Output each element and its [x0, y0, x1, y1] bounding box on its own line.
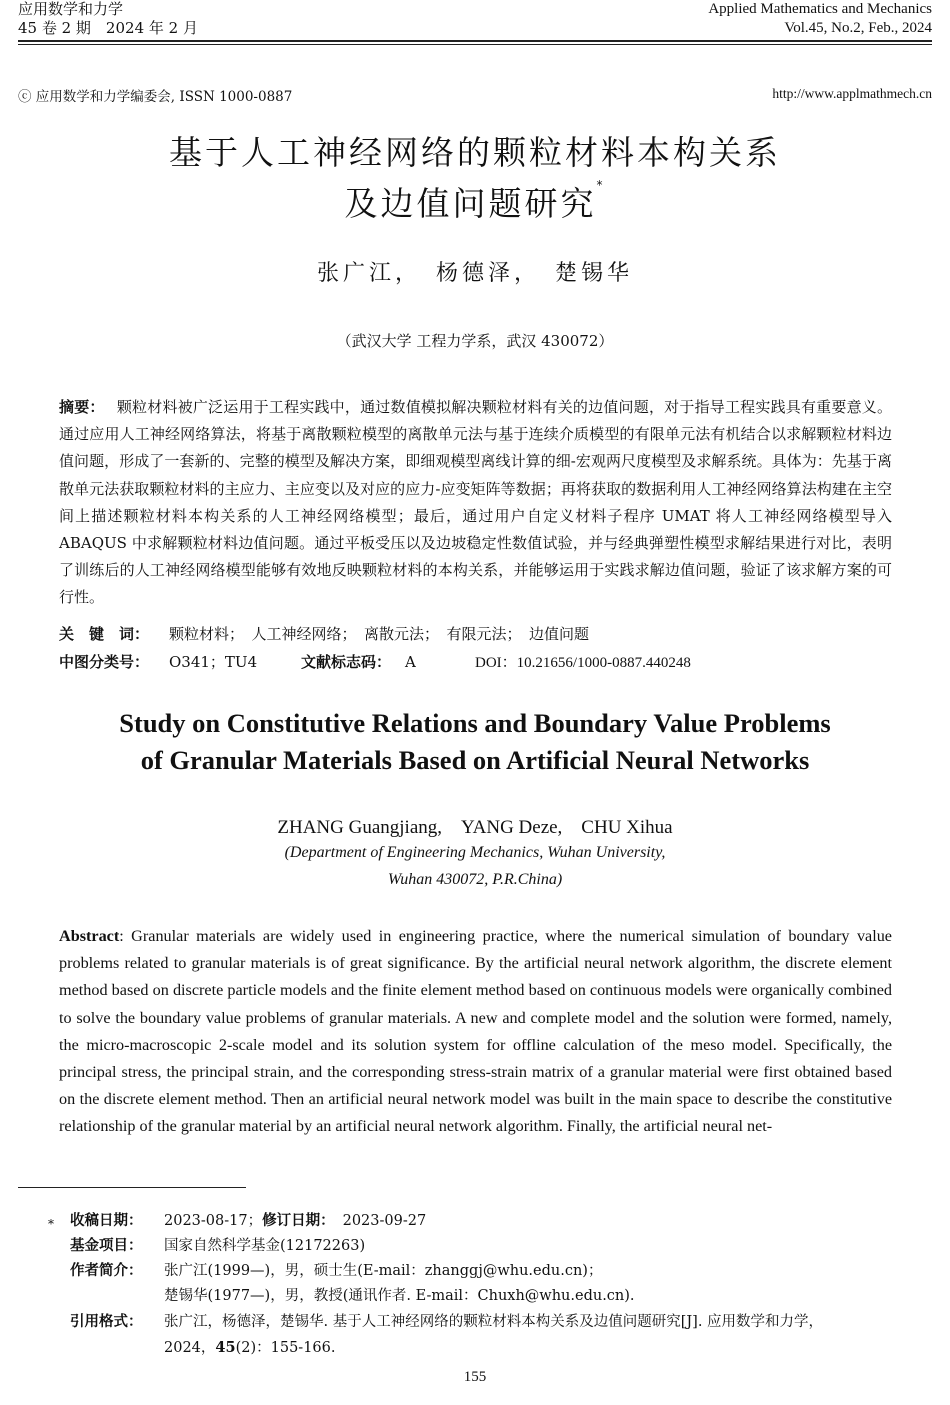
abstract-en — [59, 923, 892, 1141]
revised-date: 2023-09-27 — [342, 1213, 427, 1229]
abstract-en-label: Abstract — [59, 927, 120, 945]
fund-text: 国家自然科学基金(12172263) — [164, 1238, 366, 1254]
doc-code-label: 文献标志码： — [301, 653, 392, 671]
volume-info-cn: 45 卷 2 期 2024 年 2 月 — [18, 19, 198, 37]
clc-value: O341；TU4 — [169, 653, 258, 671]
cite-label: 引用格式： — [70, 1314, 143, 1330]
title-footnote-mark: * — [596, 178, 606, 192]
classification-row — [59, 651, 691, 672]
footnote-star: * — [48, 1217, 54, 1231]
author-bio-2: 楚锡华(1977—)，男，教授(通讯作者. E-mail：Chuxh@whu.edu.cn). — [164, 1288, 635, 1304]
footnote-fund — [70, 1235, 940, 1258]
clc-label: 中图分类号： — [59, 653, 150, 671]
title-cn-line2: 及边值问题研究* — [344, 178, 606, 223]
abstract-cn-label: 摘要： — [59, 398, 105, 416]
cite-line2-pre: 2024， — [164, 1340, 216, 1356]
cite-volume: 45 — [215, 1339, 236, 1356]
received-label: 收稿日期： — [70, 1213, 143, 1229]
footnote-rule — [18, 1187, 246, 1188]
title-cn-line1: 基于人工神经网络的颗粒材料本构关系 — [169, 133, 781, 172]
author-bio-label: 作者简介： — [70, 1263, 143, 1279]
abstract-cn-text: 颗粒材料被广泛运用于工程实践中，通过数值模拟解决颗粒材料有关的边值问题，对于指导工程实践具有重要意义。通过应用人工神经网络算法，将基于离散颗粒模型的离散单元法与基于连续介质模型的有限单元法有机结合以求解颗粒材料边值问题，形成了一套新的、完整的模型及解决方案，即细观模型离线计算的细-宏观两尺度模型及求解系统。具体为：先基于离散单元法获取颗粒材料的主应力、主应变以及对应的应力-应变矩阵等数据；再将获取的数据利用人工神经网络算法构建在主空间上描述颗粒材料本构关系的人工神经网络模型；最后，通过用户自定义材料子程序 UMAT 将人工神经网络模型导入 ABAQUS 中求解颗粒材料边值问题。通过平板受压以及边坡稳定性数值试验，并与经典弹塑性模型求解结果进行对比，表明了训练后的人工神经网络模型能够有效地反映颗粒材料的本构关系，并能够运用于实践求解边值问题，验证了该求解方案的可行性。 — [59, 398, 892, 607]
cite-line2-post: (2)：155-166. — [235, 1340, 336, 1356]
affiliation-en-line2: Wuhan 430072, P.R.China) — [387, 871, 563, 888]
journal-name-en: Applied Mathematics and Mechanics — [708, 1, 932, 17]
abstract-en-text: : Granular materials are widely used in engineering practice, where the numerical simulation of boundary value problems related to granular materials is of great significance. By the artificial neural network algorithm, the discrete element method based on discrete particle models and the finite element method based on continuous models were organically combined to solve the boundary value problems of granular materials. A new and complete model and the solution were formed, namely, the micro-macroscopic 2-scale model and its solution system for offline calculation of the meso model. Specifically, the principal stress, the principal strain, and the corresponding stress-strain matrix of a granular material were first obtained based on the discrete element method. Then an artificial neural network model was built in the main space to describe the constitutive relationship of the granular material by an artificial neural network algorithm. Finally, the artificial neural net- — [59, 927, 892, 1136]
abstract-cn — [59, 394, 892, 612]
revised-label: 修订日期： — [262, 1213, 335, 1229]
cite-line1: 张广江，杨德泽，楚锡华. 基于人工神经网络的颗粒材料本构关系及边值问题研究[J]. 应用数学和力学， — [164, 1314, 824, 1330]
journal-url[interactable]: http://www.applmathmech.cn — [772, 86, 932, 101]
volume-info-en: Vol.45, No.2, Feb., 2024 — [784, 20, 932, 36]
title-en-line1: Study on Constitutive Relations and Boundary Value Problems — [119, 708, 831, 738]
authors-en: ZHANG Guangjiang, YANG Deze, CHU Xihua — [277, 817, 673, 838]
affiliation-en-line1: (Department of Engineering Mechanics, Wuhan University, — [284, 844, 666, 861]
fund-label: 基金项目： — [70, 1238, 143, 1254]
header-rule-thin — [18, 44, 932, 45]
doi[interactable]: DOI：10.21656/1000-0887.440248 — [475, 655, 691, 671]
footnote-author1 — [70, 1260, 940, 1283]
footnote-author2 — [70, 1285, 940, 1308]
copyright-line: ⓒ 应用数学和力学编委会, ISSN 1000-0887 — [18, 89, 293, 105]
journal-name-cn: 应用数学和力学 — [18, 0, 124, 18]
keywords-label: 关 键 词： — [59, 625, 150, 643]
page-number: 155 — [463, 1369, 487, 1385]
footnote-cite1 — [70, 1311, 940, 1334]
keywords-text: 颗粒材料； 人工神经网络； 离散元法； 有限元法； 边值问题 — [169, 625, 590, 643]
doc-code-value: A — [405, 653, 416, 671]
received-date: 2023-08-17； — [164, 1213, 263, 1229]
footnote-cite2 — [70, 1336, 940, 1360]
title-en-line2: of Granular Materials Based on Artificial Neural Networks — [140, 745, 810, 775]
footnote-dates — [70, 1210, 940, 1233]
authors-cn: 张广江， 杨德泽， 楚锡华 — [316, 261, 633, 286]
keywords-row — [59, 623, 589, 644]
header-rule-thick — [18, 40, 932, 42]
affiliation-cn: （武汉大学 工程力学系，武汉 430072） — [336, 332, 614, 350]
author-bio-1: 张广江(1999—)，男，硕士生(E-mail：zhanggj@whu.edu.cn)； — [164, 1263, 603, 1279]
